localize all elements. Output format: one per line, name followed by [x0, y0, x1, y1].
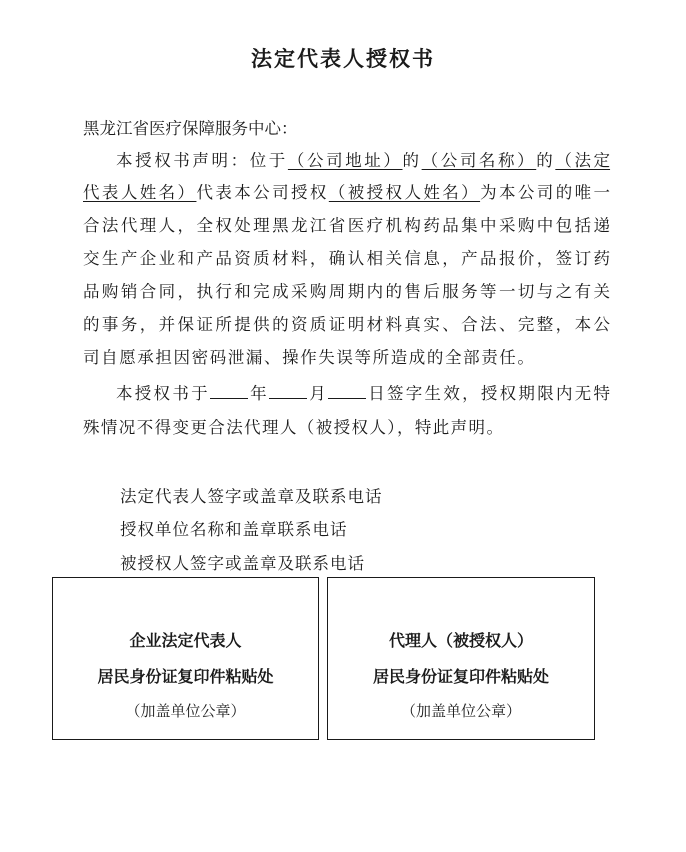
document-title: 法定代表人授权书	[251, 47, 435, 71]
company-name-field: （公司名称）	[421, 151, 537, 170]
para1-line1	[83, 150, 610, 172]
para1-line5: 品购销合同，执行和完成采购周期内的售后服务等一切与之有关	[83, 282, 610, 301]
signature-unit: 授权单位名称和盖章联系电话	[120, 520, 348, 539]
box-title: 代理人（被授权人）	[388, 631, 533, 650]
para2-text-a: 本授权书于	[116, 384, 210, 403]
box-subtitle: 居民身份证复印件粘贴处	[97, 667, 274, 686]
para2-text-b: 日签字生效，授权期限内无特	[365, 384, 611, 403]
legal-rep-field-start: （法定	[555, 151, 611, 170]
para2-line1	[83, 383, 610, 405]
para2-line2: 殊情况不得变更合法代理人（被授权人），特此声明。	[83, 418, 505, 437]
para1-text-a: 本授权书声明：位于	[116, 151, 288, 170]
signature-legal-rep: 法定代表人签字或盖章及联系电话	[120, 487, 383, 506]
addressee: 黑龙江省医疗保障服务中心：	[83, 119, 298, 138]
agent-id-box	[327, 577, 595, 740]
box-note: （加盖单位公章）	[400, 702, 521, 720]
para1-line7: 司自愿承担因密码泄漏、操作失误等所造成的全部责任。	[83, 348, 536, 367]
year-blank	[210, 384, 248, 399]
para1-text-e: 为本公司的唯一	[480, 183, 611, 202]
company-address-field: （公司地址）	[287, 151, 403, 170]
year-label: 年	[247, 384, 269, 403]
signature-agent: 被授权人签字或盖章及联系电话	[120, 554, 365, 573]
para1-text-b: 的	[402, 151, 422, 170]
box-title: 企业法定代表人	[129, 631, 242, 650]
para1-line3: 合法代理人，全权处理黑龙江省医疗机构药品集中采购中包括递	[83, 216, 610, 235]
box-note: （加盖单位公章）	[125, 702, 246, 720]
month-blank	[269, 384, 307, 399]
box-subtitle: 居民身份证复印件粘贴处	[372, 667, 549, 686]
para1-line2	[83, 182, 610, 204]
legal-rep-id-box	[52, 577, 319, 740]
legal-rep-field-end: 代表人姓名）	[83, 183, 197, 202]
para1-text-c: 的	[536, 151, 556, 170]
month-label: 月	[306, 384, 328, 403]
day-blank	[328, 384, 366, 399]
para1-text-d: 代表本公司授权	[196, 183, 329, 202]
para1-line6: 的事务，并保证所提供的资质证明材料真实、合法、完整，本公	[83, 315, 610, 334]
agent-name-field: （被授权人姓名）	[328, 183, 481, 202]
para1-line4: 交生产企业和产品资质材料，确认相关信息，产品报价，签订药	[83, 249, 610, 268]
